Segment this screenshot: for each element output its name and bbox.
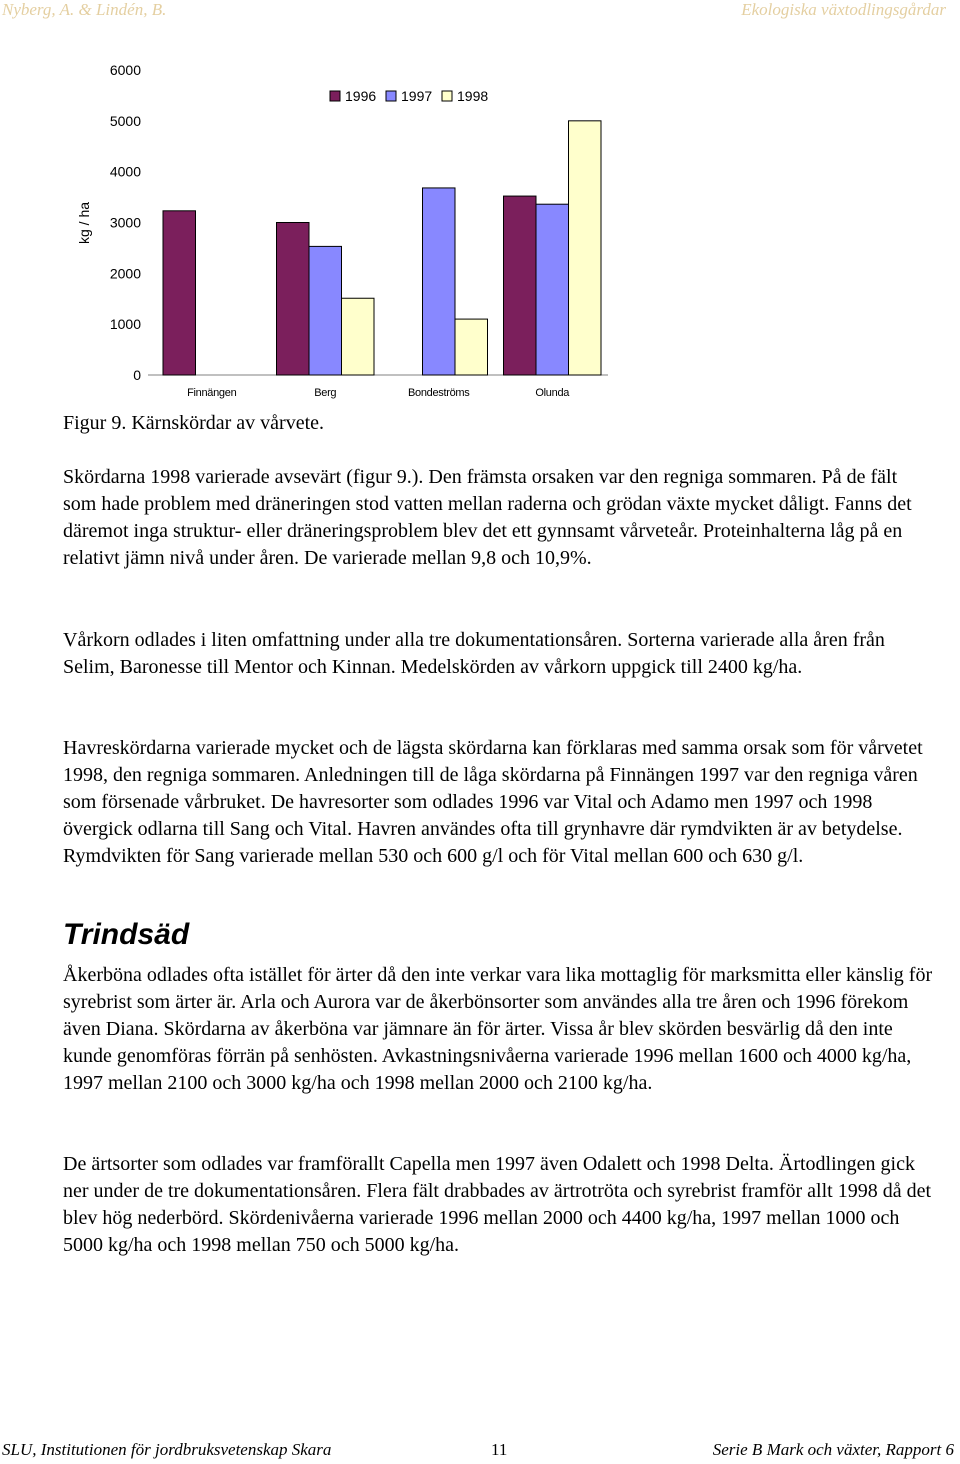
y-tick-label: 4000	[109, 163, 141, 180]
section-heading: Trindsäd	[63, 918, 190, 951]
y-tick-label: 1000	[109, 316, 141, 333]
bar	[569, 121, 602, 375]
legend-label: 1998	[457, 88, 489, 104]
bar	[536, 204, 569, 375]
y-tick-label: 6000	[109, 62, 141, 78]
legend-label: 1997	[401, 88, 433, 104]
page-number: 11	[491, 1440, 508, 1459]
bar	[342, 298, 375, 375]
bar	[277, 223, 310, 376]
x-tick-label: Olunda	[535, 387, 570, 399]
y-tick-label: 0	[133, 367, 141, 383]
legend-swatch	[330, 91, 340, 101]
y-axis-label: kg / ha	[76, 201, 92, 245]
x-tick-label: Berg	[314, 387, 337, 399]
y-tick-label: 3000	[109, 214, 141, 231]
footer-series: Serie B Mark och växter, Rapport 6	[712, 1440, 954, 1459]
paragraph-2: Vårkorn odlades i liten omfattning under alla tre dokumentationsåren. Sorterna varierade alla åren från Selim, Baronesse till Mentor och Kinnan. Medelskörden av vårkorn uppgick till 2400 kg/ha.	[63, 629, 885, 678]
figure-caption: Figur 9. Kärnskördar av vårvete.	[63, 412, 325, 434]
bar	[309, 246, 342, 375]
paragraph-3: Havreskördarna varierade mycket och de lägsta skördarna kan förklaras med samma orsak som för vårvetet 1998, den regniga sommaren. Anledningen till de låga skördarna på Finnängen 1997 var den regniga våren som försenade vårbruket. De havresorter som odlades 1996 var Vital och Adamo men 1997 och 1998 övergick odlarna till Sang och Vital. Havren användes ofta till grynhavre där rymdvikten är av betydelse. Rymdvikten för Sang varierade mellan 530 och 600 g/l och för Vital mellan 600 och 630 g/l.	[63, 737, 923, 867]
running-header-authors: Nyberg, A. & Lindén, B.	[2, 0, 167, 19]
legend-swatch	[386, 91, 396, 101]
x-tick-label: Bondeströms	[407, 387, 470, 399]
y-tick-label: 2000	[109, 265, 141, 282]
bar	[423, 188, 456, 375]
legend-swatch	[442, 91, 452, 101]
bar	[455, 319, 488, 375]
bar	[163, 211, 196, 375]
running-header-title: Ekologiska växtodlingsgårdar	[741, 0, 946, 19]
y-tick-label: 5000	[109, 112, 141, 129]
bar	[504, 196, 537, 375]
footer-institution: SLU, Institutionen för jordbruksvetenskap Skara	[2, 1440, 332, 1459]
legend-label: 1996	[345, 88, 377, 104]
paragraph-4: Åkerböna odlades ofta istället för ärter då den inte verkar vara lika mottaglig för marksmitta eller känslig för syrebrist som ärter är. Arla och Aurora var de åkerbönsorter som användes alla tre åren och 1996 förekom även Diana. Skördarna av åkerböna var jämnare än för ärter. Vissa år blev skörden besvärlig då den inte kunde genomföras förrän på senhösten. Avkastningsnivåerna varierade 1996 mellan 1600 och 4000 kg/ha, 1997 mellan 2100 och 3000 kg/ha och 1998 mellan 2000 och 2100 kg/ha.	[63, 964, 933, 1094]
yield-bar-chart	[0, 40, 960, 415]
paragraph-1: Skördarna 1998 varierade avsevärt (figur 9.). Den främsta orsaken var den regniga sommaren. På de fält som hade problem med dräneringen stod vatten mellan raderna och grödan växte mycket dåligt. Fanns det däremot inga struktur- eller dräneringsproblem blev det ett gynnsamt vårveteår. Proteinhalterna låg på en relativt jämn nivå under åren. De varierade mellan 9,8 och 10,9%.	[63, 466, 912, 569]
x-tick-label: Finnängen	[187, 387, 237, 399]
paragraph-5: De ärtsorter som odlades var framförallt Capella men 1997 även Odalett och 1998 Delta. Ärtodlingen gick ner under de tre dokumentationsåren. Flera fält drabbades av ärtrotröta och syrebrist framför allt 1998 då det blev hög nederbörd. Skördenivåerna varierade 1996 mellan 2000 och 4400 kg/ha, 1997 mellan 1000 och 5000 kg/ha och 1998 mellan 750 och 5000 kg/ha.	[63, 1153, 932, 1256]
